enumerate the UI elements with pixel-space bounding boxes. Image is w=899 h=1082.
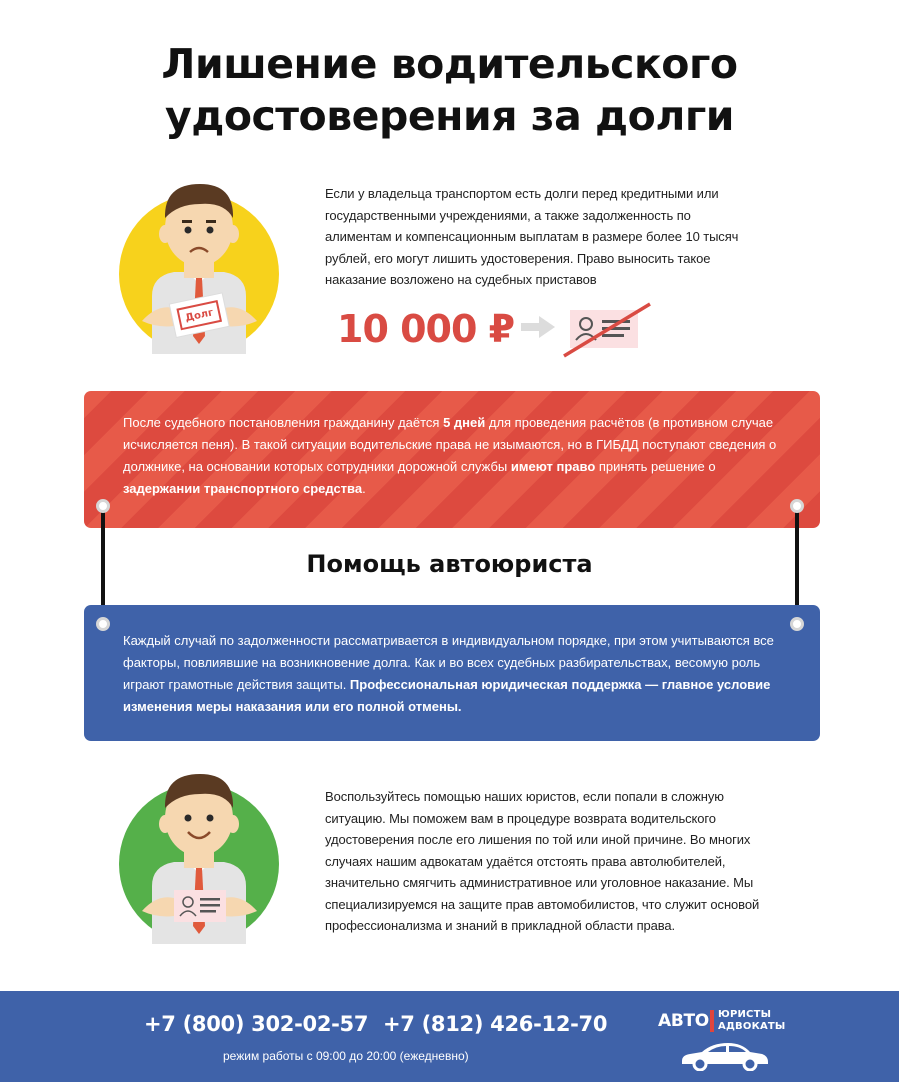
crossed-license-icon	[560, 300, 654, 360]
pin-right-top	[790, 499, 804, 513]
red-band-bold-1: 5 дней	[443, 415, 486, 430]
working-hours: режим работы с 09:00 до 20:00 (ежедневно)	[223, 1049, 469, 1063]
pin-left-top	[96, 499, 110, 513]
pin-right-bottom	[790, 617, 804, 631]
debt-sign-label: Долг	[184, 307, 215, 324]
car-icon	[678, 1037, 770, 1071]
phone-number-2[interactable]: +7 (812) 426-12-70	[383, 1012, 608, 1036]
footer	[0, 991, 899, 1082]
logo-divider	[710, 1010, 714, 1032]
title-line-1: Лишение водительского	[161, 40, 738, 88]
red-band-text-4: .	[362, 481, 366, 496]
help-heading: Помощь автоюриста	[306, 550, 593, 578]
company-logo[interactable]	[658, 1005, 818, 1075]
red-band-text-2: для проведения расчётов (в противном случае исчисляется пеня). В такой ситуации водительские права не изымаются, но в ГИБДД поступают сведения о должнике, на основании которых сотрудники дорожной службы	[123, 415, 777, 474]
sad-man-with-debt-illustration	[112, 176, 287, 356]
red-info-band	[84, 391, 820, 528]
red-band-bold-3: задержании транспортного средства	[123, 481, 363, 496]
logo-line-2: АДВОКАТЫ	[718, 1021, 786, 1032]
page-title	[0, 38, 899, 142]
pin-left-bottom	[96, 617, 110, 631]
blue-band-bold-1: Профессиональная юридическая поддержка — главное условие изменения меры наказания или его полной отмены.	[123, 677, 771, 714]
logo-line-1: ЮРИСТЫ	[718, 1009, 772, 1020]
outro-paragraph: Воспользуйтесь помощью наших юристов, если попали в сложную ситуацию. Мы поможем вам в процедуре возврата водительского удостоверения после его лишения по той или иной причине. Во многих случаях нашим адвокатам удаётся отстоять права автолюбителей, значительно смягчить административное или уголовное наказание. Мы специализируемся на защите прав автомобилистов, что служит основой профессионализма и знаний в прикладной области права.	[325, 789, 760, 933]
fine-amount: 10 000 ₽	[337, 307, 515, 351]
phone-number-1[interactable]: +7 (800) 302-02-57	[144, 1012, 369, 1036]
blue-band-text-1: Каждый случай по задолженности рассматривается в индивидуальном порядке, при этом учитываются все факторы, повлиявшие на возникновение долга. Как и во всех судебных разбирательствах, весомую роль играют грамотные действия защиты.	[123, 633, 774, 692]
logo-auto-text: АВТО	[658, 1011, 709, 1031]
red-band-text-1: После судебного постановления гражданину даётся	[123, 415, 444, 430]
title-line-2: удостоверения за долги	[164, 92, 735, 140]
red-band-text-3: принять решение о	[595, 459, 716, 474]
intro-paragraph: Если у владельца транспортом есть долги перед кредитными или государственными учреждениями, а также задолженность по алиментам и компенсационным выплатам в размере более 10 тысяч рублей, его могут лишить удостоверения. Право выносить такое наказание возложено на судебных приставов	[325, 186, 739, 287]
happy-man-with-license-illustration	[112, 766, 287, 946]
arrow-right-icon	[521, 316, 555, 338]
blue-info-band	[84, 605, 820, 741]
red-band-bold-2: имеют право	[510, 459, 596, 474]
